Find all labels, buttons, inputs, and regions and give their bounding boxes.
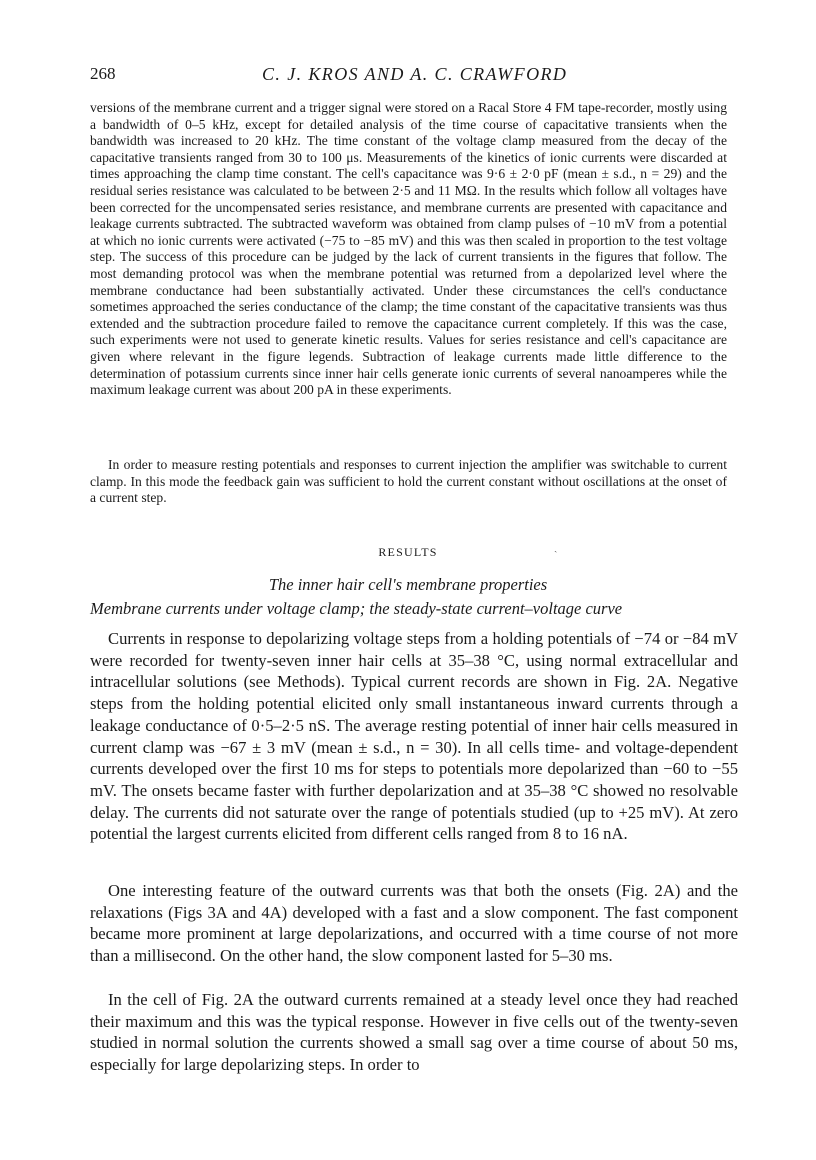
section-heading: RESULTS: [378, 545, 438, 559]
running-head: C. J. KROS AND A. C. CRAWFORD: [262, 64, 568, 84]
subsubsection-heading: Membrane currents under voltage clamp; the steady-state current–voltage curve: [90, 599, 623, 618]
subsection-heading: The inner hair cell's membrane properties: [268, 575, 548, 594]
results-paragraph: One interesting feature of the outward currents was that both the onsets (Fig. 2A) and the relaxations (Figs 3A and 4A) developed with a fast and a slow component. The fast component became more prominent at large depolarizations, and occurred with a time course of not more than a millisecond. On the other hand, the slow component lasted for 5–30 ms.: [90, 881, 738, 966]
speck-mark: ˎ: [554, 542, 558, 553]
results-paragraph: Currents in response to depolarizing voltage steps from a holding potentials of −74 or −84 mV were recorded for twenty-seven inner hair cells at 35–38 °C, using normal extracellular and intracellular solutions (see Methods). Typical current records are shown in Fig. 2A. Negative steps from the holding potential elicited only small instantaneous inward currents through a leakage conductance of 0·5–2·5 nS. The average resting potential of inner hair cells measured in current clamp was −67 ± 3 mV (mean ± s.d., n = 30). In all cells time- and voltage-dependent currents developed over the first 10 ms for steps to potentials more depolarized than −60 to −55 mV. The onsets became faster with further depolarization and at 35–38 °C showed no resolvable delay. The currents did not saturate over the range of potentials studied (up to +25 mV). At zero potential the largest currents elicited from different cells ranged from 8 to 16 nA.: [90, 629, 738, 844]
methods-paragraph: versions of the membrane current and a trigger signal were stored on a Racal Store 4 FM tape-recorder, mostly using a bandwidth of 0–5 kHz, except for detailed analysis of the time course of capacitative transients when the bandwidth was increased to 20 kHz. The time constant of the voltage clamp measured from the decay of the capacitative transients ranged from 30 to 100 μs. Measurements of the kinetics of ionic currents were discarded at times approaching the clamp time constant. The cell's capacitance was 9·6 ± 2·0 pF (mean ± s.d., n = 29) and the residual series resistance was calculated to be between 2·5 and 11 MΩ. In the results which follow all voltages have been corrected for the uncompensated series resistance, and membrane currents are presented with capacitance and leakage currents subtracted. The subtracted waveform was obtained from clamp pulses of −10 mV from a potential at which no ionic currents were activated (−75 to −85 mV) and this was then scaled in proportion to the test voltage step. The success of this procedure can be judged by the lack of current transients in the figures that follow. The most demanding protocol was when the membrane potential was returned from a depolarized level where the membrane conductance had been substantially activated. Under these circumstances the cell's conductance sometimes approached the series conductance of the clamp; the time constant of the capacitative transients was thus extended and the subtraction procedure failed to remove the capacitance current completely. If this was the case, such experiments were not used to generate kinetic results. Values for series resistance and cell's capacitance are given where relevant in the figure legends. Subtraction of leakage currents made little difference to the determination of potassium currents since inner hair cells generate ionic currents of several nanoamperes while the maximum leakage current was about 200 pA in these experiments.: [90, 100, 727, 398]
methods-paragraph: In order to measure resting potentials and responses to current injection the amplifier was switchable to current clamp. In this mode the feedback gain was sufficient to hold the current constant without oscillations at the onset of a current step.: [90, 457, 727, 506]
results-paragraph: In the cell of Fig. 2A the outward currents remained at a steady level once they had reached their maximum and this was the typical response. However in five cells out of the twenty-seven studied in normal solution the currents showed a small sag over a time course of about 50 ms, especially for large depolarizing steps. In order to: [90, 990, 738, 1075]
page-number: 268: [90, 64, 116, 83]
